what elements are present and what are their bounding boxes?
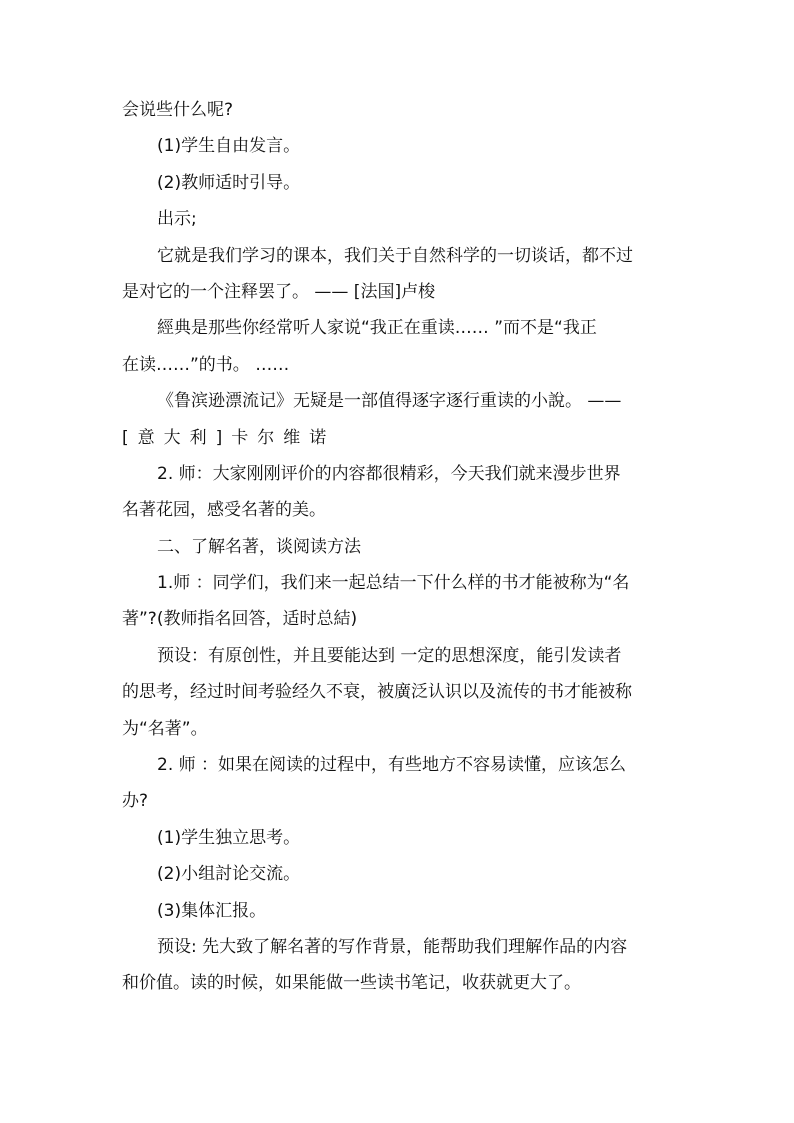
text-line: (1)学生独立思考。 [157,827,301,848]
text-line: 是对它的一个注释罢了。 —— [法国]卢梭 [122,281,436,302]
text-line: 办? [122,791,149,812]
text-line: 2. 师 ：如果在阅读的过程中，有些地方不容易读懂，应该怎么 [157,755,627,776]
text-line: (2)教师适时引导。 [157,172,301,193]
text-line: 著”?(教师指名回答，适时总結) [122,609,358,630]
text-line: 的思考，经过时间考验经久不衰，被廣泛认识以及流传的书才能被称 [122,682,632,703]
text-line: 1.师 ：同学们，我们来一起总结一下什么样的书才能被称为“名 [157,573,630,594]
text-line: 出示; [157,209,197,230]
text-line: 在读……”的书。 …… [122,354,290,375]
text-line: 预设: 先大致了解名著的写作背景，能帮助我们理解作品的内容 [157,936,628,957]
text-line: 《鲁滨逊漂流记》无疑是一部值得逐字逐行重读的小說。 —— [157,391,622,412]
text-line: 2. 师：大家刚刚评价的内容都很精彩，今天我们就来漫步世界 [157,463,621,484]
text-line: (3)集体汇报。 [157,900,267,921]
text-line: 經典是那些你经常听人家说“我正在重读…… ”而不是“我正 [157,318,597,339]
text-line: 会说些什么呢? [122,100,234,120]
text-line: [意大利]卡尔维诺 [122,427,336,448]
text-line: (1)学生自由发言。 [157,136,301,157]
text-line: 为“名著”。 [122,718,208,739]
text-line: 它就是我们学习的课本，我们关于自然科学的一切谈话，都不过 [157,245,633,266]
text-line: (2)小组討论交流。 [157,864,301,885]
text-line: 和价值。读的时候，如果能做一些读书笔记，收获就更大了。 [122,973,581,994]
text-line: 名著花园，感受名著的美。 [122,500,326,521]
document-body [122,92,675,1002]
text-line: 预设：有原创性，并且要能达到 一定的思想深度，能引发读者 [157,645,622,666]
text-line: 二、了解名著，谈阅读方法 [157,536,361,557]
